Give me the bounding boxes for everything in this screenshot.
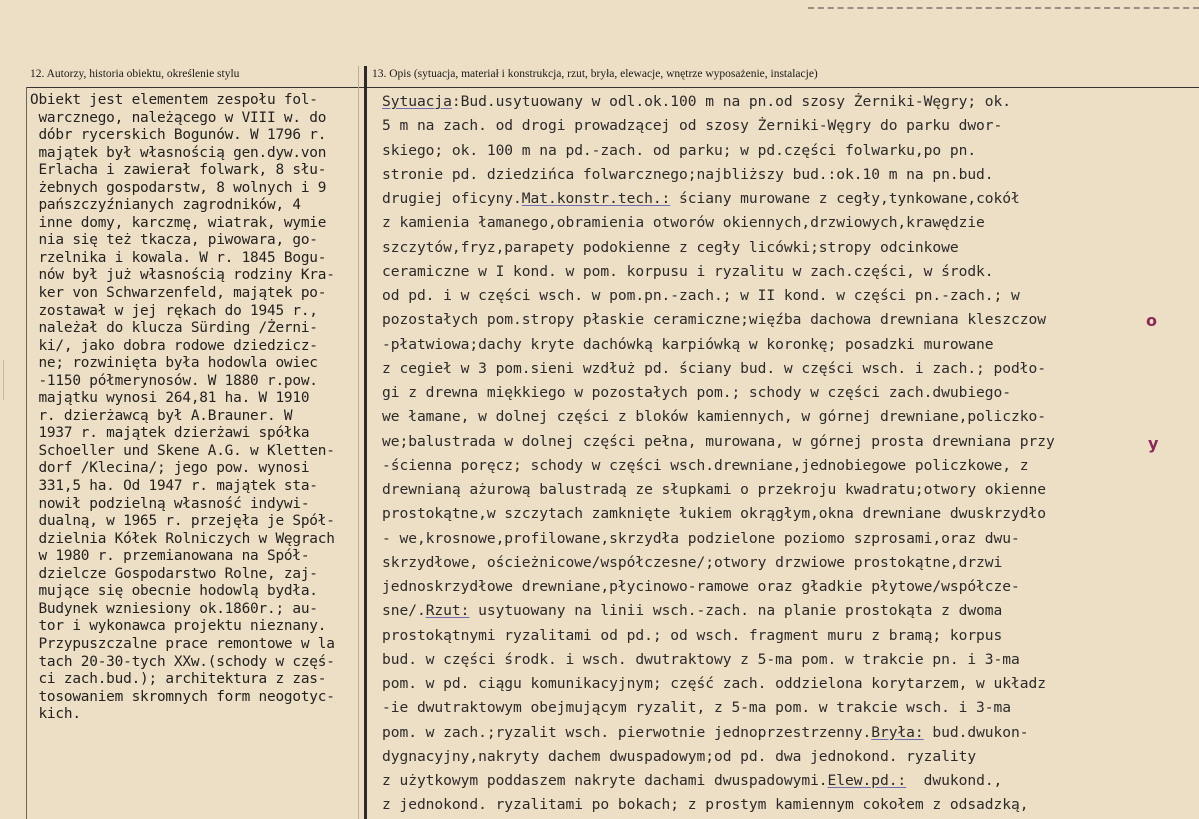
history-line: należał do klucza Sürding /Żerni- <box>30 320 318 337</box>
desc-line: sne/. <box>382 602 426 620</box>
bryla-label: Bryła: <box>871 723 924 741</box>
desc-line: z jednokond. ryzalitami po bokach; z prostym kamiennym cokołem z odsadzką, <box>382 796 1029 814</box>
history-line: dóbr rycerskich Bogunów. W 1796 r. <box>30 127 327 144</box>
history-line: żebnych gospodarstw, 8 wolnych i 9 <box>30 179 327 196</box>
desc-line: bud. w części środk. i wsch. dwutraktowy z 5-ma pom. w trakcie pn. i 3-ma <box>382 650 1020 668</box>
history-line: inne domy, karczmę, wiatrak, wymie <box>30 214 327 231</box>
desc-line: -ie dwutraktowym obejmującym ryzalit, z 5-ma pom. w trakcie wsch. i 3-ma <box>382 699 1012 717</box>
desc-line: stronie pd. dziedzińca folwarcznego;najbliższy bud.:ok.10 m na pn.bud. <box>382 165 994 183</box>
history-line: dualną, w 1965 r. przejęła je Spół- <box>30 513 335 530</box>
history-line: nowił podzielną własność indywi- <box>30 495 310 512</box>
history-line: ne; rozwinięta była hodowla owiec <box>30 355 318 372</box>
history-line: dzielcze Gospodarstwo Rolne, zaj- <box>30 565 318 582</box>
desc-line: pozostałych pom.stropy płaskie ceramiczne;więźba dachowa drewniana kleszczow <box>382 311 1046 329</box>
margin-correction-mark: o <box>1146 311 1157 330</box>
history-line: dzielnia Kółek Rolniczych w Węgrach <box>30 530 335 547</box>
desc-line: -ścienna poręcz; schody w części wsch.drewniane,jednobiegowe policzkowe, z <box>382 456 1029 474</box>
history-line: ki/, jako dobra rodowe dziedzicz- <box>30 337 318 354</box>
sytuacja-label: Sytuacja <box>382 93 452 110</box>
section-12-heading: 12. Autorzy, historia obiektu, określenie stylu <box>30 68 240 80</box>
desc-line: drugiej oficyny. <box>382 190 522 207</box>
desc-line: ceramiczne w I kond. w pom. korpusu i ryzalitu w zach.części, w środk. <box>382 262 994 280</box>
desc-line: prostokątne,w szczytach zamknięte łukiem okrągłym,okna drewniane dwuskrzydło <box>382 505 1046 523</box>
history-line: ker von Schwarzenfeld, majątek po- <box>30 285 327 302</box>
history-line: -1150 półmerynosów. W 1880 r.pow. <box>30 372 318 389</box>
desc-line: prostokątnymi ryzalitami od pd.; od wsch. fragment muru z bramą; korpus <box>382 626 1003 644</box>
desc-line: we łamane, w dolnej części z bloków kamiennych, w górnej drewniane,policzko- <box>382 408 1046 426</box>
history-line: Schoeller und Skene A.G. w Kletten- <box>30 442 335 459</box>
history-line: tach 20-30-tych XXw.(schody w częś- <box>30 653 335 670</box>
history-text-block <box>30 92 370 724</box>
history-line: tor i wykonawca projektu nieznany. <box>30 618 327 635</box>
desc-line: 5 m na zach. od drogi prowadzącej od szosy Żerniki-Węgry do parku dwor- <box>382 117 1003 135</box>
history-line: pańszczyźnianych zagrodników, 4 <box>30 197 301 214</box>
history-line: kich. <box>30 706 81 723</box>
desc-line: od pd. i w części wsch. w pom.pn.-zach.; w II kond. w części pn.-zach.; w <box>382 287 1020 304</box>
card-header <box>0 66 1199 88</box>
desc-line: gi z drewna miękkiego w pozostałych pom.; schody w części zach.dwubiego- <box>382 384 1012 401</box>
material-label: Mat.konstr.tech.: <box>521 190 671 207</box>
header-rule <box>26 87 1199 88</box>
desc-line: z użytkowym poddaszem nakryte dachami dwuspadowymi. <box>382 772 828 789</box>
desc-line: z kamienia łamanego,obramienia otworów okiennych,drzwiowych,krawędzie <box>382 214 985 232</box>
desc-line: z cegieł w 3 pom.sieni wzdłuż pd. ściany bud. w części wsch. i zach.; podło- <box>382 359 1046 377</box>
history-line: majątku wynosi 264,81 ha. W 1910 <box>30 390 310 407</box>
desc-line: ściany murowane z cegły,tynkowane,cokół <box>670 190 1020 207</box>
desc-line: we;balustrada w dolnej części pełna, murowana, w górnej prosta drewniana przy <box>382 432 1055 450</box>
history-line: warcznego, należącego w VIII w. do <box>30 109 327 126</box>
desc-line: jednoskrzydłowe drewniane,płycinowo-ramowe oraz gładkie płytowe/współcze- <box>382 578 1020 595</box>
history-line: majątek był własnością gen.dyw.von <box>30 144 327 161</box>
history-line: zostawał w jej rękach do 1945 r., <box>30 302 318 319</box>
desc-line: pom. w zach.;ryzalit wsch. pierwotnie jednoprzestrzenny. <box>382 723 872 741</box>
desc-line: skiego; ok. 100 m na pd.-zach. od parku; w pd.części folwarku,po pn. <box>382 141 977 159</box>
left-margin-mark <box>3 360 9 400</box>
history-line: tosowaniem skromnych form neogotyc- <box>30 688 335 705</box>
desc-line: dwukond., <box>906 772 1003 789</box>
history-line: 331,5 ha. Od 1947 r. majątek sta- <box>30 478 318 495</box>
desc-line: szczytów,fryz,parapety podokienne z cegły licówki;stropy odcinkowe <box>382 238 959 256</box>
history-line: mujące się obecnie hodowlą bydła. <box>30 583 318 600</box>
desc-line: :Bud.usytuowany w odl.ok.100 m na pn.od szosy Żerniki-Węgry; ok. <box>451 93 1012 110</box>
desc-line: bud.dwukon- <box>923 723 1029 741</box>
history-line: Budynek wzniesiony ok.1860r.; au- <box>30 600 318 617</box>
history-line: dorf /Klecina/; jego pow. wynosi <box>30 460 310 477</box>
desc-line: dygnacyjny,nakryty dachem dwuspadowym;od pd. dwa jednokond. ryzality <box>382 747 977 765</box>
history-line: rzelnika i kowala. W r. 1845 Bogu- <box>30 249 327 266</box>
history-line: ci zach.bud.); architektura z zas- <box>30 671 327 688</box>
desc-line: usytuowany na linii wsch.-zach. na planie prostokąta z dwoma <box>469 602 1003 620</box>
margin-correction-mark: y <box>1148 434 1159 453</box>
desc-line: skrzydłowe, ościeżnicowe/współczesne/;otwory drzwiowe prostokątne,drzwi <box>382 553 1003 571</box>
history-line: nia się też tkacza, piwowara, go- <box>30 232 318 249</box>
history-line: r. dzierżawcą był A.Brauner. W <box>30 407 293 424</box>
history-line: nów był już własnością rodziny Kra- <box>30 267 335 284</box>
desc-line: pom. w pd. ciągu komunikacyjnym; część zach. oddzielona korytarzem, w układz <box>382 675 1046 692</box>
desc-line: -płatwiowa;dachy kryte dachówką karpiówką w koronkę; posadzki murowane <box>382 335 994 353</box>
desc-line: drewnianą ażurową balustradą ze słupkami o przekroju kwadratu;otwory okienne <box>382 481 1046 498</box>
description-text-block <box>382 90 1197 818</box>
history-line: Erlacha i zawierał folwark, 8 słu- <box>30 162 327 179</box>
rzut-label: Rzut: <box>425 602 470 620</box>
history-line: w 1980 r. przemianowana na Spół- <box>30 548 310 565</box>
elewacja-label: Elew.pd.: <box>827 772 907 789</box>
desc-line: - we,krosnowe,profilowane,skrzydła podzielone poziomo szprosami,oraz dwu- <box>382 529 1020 547</box>
history-line: 1937 r. majątek dzierżawi spółka <box>30 425 310 442</box>
history-line: Obiekt jest elementem zespołu fol- <box>30 92 318 108</box>
history-line: Przypuszczalne prace remontowe w la <box>30 635 335 652</box>
section-13-heading: 13. Opis (sytuacja, materiał i konstrukcja, rzut, bryła, elewacje, wnętrze wyposażenie, instalacje) <box>372 68 818 80</box>
top-perforation-line <box>808 7 1199 9</box>
left-edge-rule <box>26 87 27 819</box>
